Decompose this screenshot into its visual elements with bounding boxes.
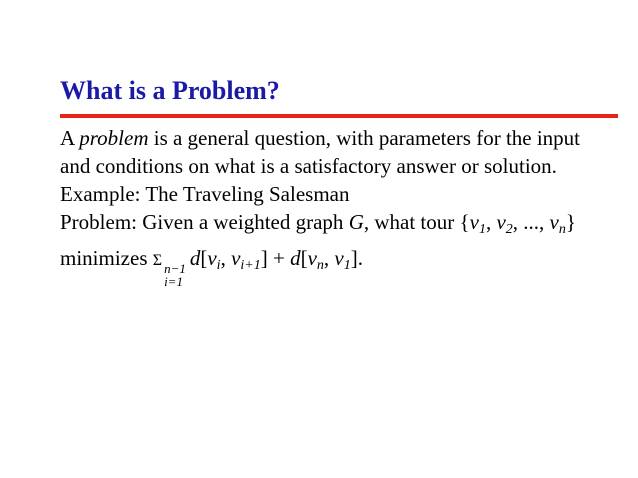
graph-symbol: G bbox=[348, 210, 364, 234]
body-line-4 bbox=[60, 208, 630, 244]
sum-lower: i=1 bbox=[164, 274, 183, 289]
line4-prefix: Problem: Given a weighted graph bbox=[60, 210, 349, 234]
problem-emphasis: problem bbox=[79, 126, 149, 150]
sum-limits bbox=[164, 262, 186, 288]
body-line-2: and conditions on what is a satisfactory answer or solution. bbox=[60, 154, 557, 178]
tour-set: {$v_1$, $v_2$, ..., $v_n$} bbox=[459, 210, 576, 237]
body-line-1 bbox=[60, 124, 630, 152]
body-line-5 bbox=[60, 244, 630, 288]
line1-prefix: A bbox=[60, 126, 80, 150]
line4-mid: , what tour bbox=[363, 210, 460, 234]
sum-symbol: Σ bbox=[152, 252, 163, 269]
title-divider bbox=[60, 114, 618, 118]
line5-prefix: minimizes bbox=[60, 246, 153, 270]
cost-expression: $d[v_i$, $v_{i+1}] + d[v_n$, $v_1$]. bbox=[189, 246, 363, 273]
slide-body bbox=[60, 124, 630, 288]
sum-upper: n−1 bbox=[164, 261, 186, 276]
line1-suffix: is a general question, with parameters for the input bbox=[148, 126, 581, 150]
slide-title: What is a Problem? bbox=[60, 76, 280, 105]
body-line-3: Example: The Traveling Salesman bbox=[60, 182, 350, 206]
